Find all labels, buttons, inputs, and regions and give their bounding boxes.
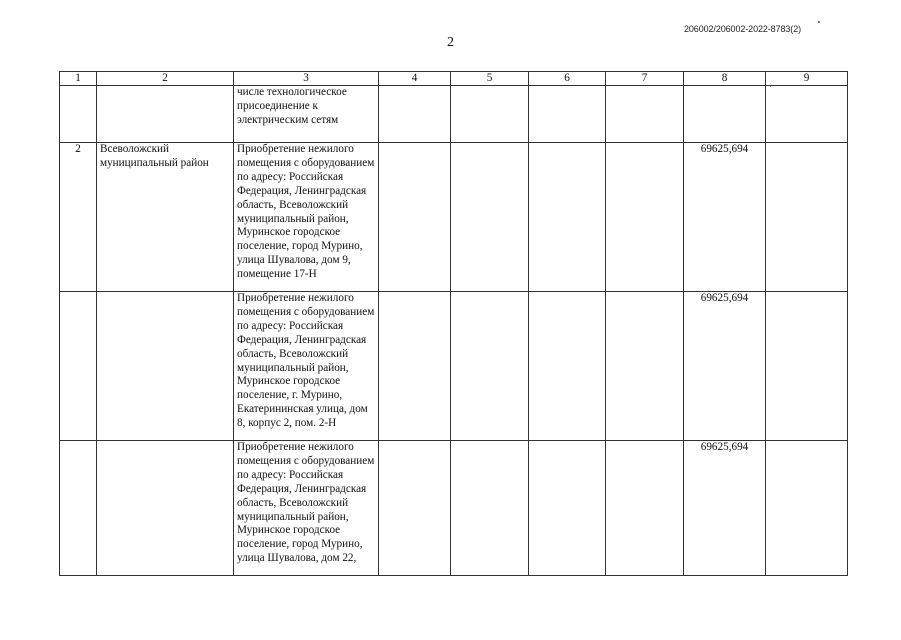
table-cell	[606, 292, 684, 441]
document-registration-number: 206002/206002-2022-8783(2)	[684, 24, 802, 34]
district-cell: Всеволожский муниципальный район	[97, 143, 234, 292]
column-header: 8	[684, 72, 766, 86]
table-cell	[451, 86, 529, 143]
table-cell	[529, 292, 606, 441]
amount-cell: 69625,694	[684, 441, 766, 576]
column-header: 5	[451, 72, 529, 86]
table-cell	[529, 441, 606, 576]
amount-cell: 69625,694	[684, 292, 766, 441]
column-header: 6	[529, 72, 606, 86]
table-cell	[606, 86, 684, 143]
table-row	[60, 143, 848, 292]
scan-speck	[770, 86, 771, 87]
table-cell	[379, 86, 451, 143]
table-cell	[451, 143, 529, 292]
column-header: 9	[766, 72, 848, 86]
document-table	[59, 71, 848, 576]
scan-speck	[818, 21, 820, 23]
description-cell: Приобретение нежилого помещения с оборудованием по адресу: Российская Федерация, Ленинградская область, Всеволожский муниципальный район, Муринское городское поселение, город Мурино, улица Шувалова, дом 9, помещение 17-Н	[234, 143, 379, 292]
table-cell	[606, 441, 684, 576]
table-cell	[766, 143, 848, 292]
column-header: 7	[606, 72, 684, 86]
table-cell	[451, 292, 529, 441]
column-header: 3	[234, 72, 379, 86]
row-number-cell: 2	[60, 143, 97, 292]
amount-cell: 69625,694	[684, 143, 766, 292]
row-number-cell	[60, 441, 97, 576]
table-cell	[379, 143, 451, 292]
table-cell	[766, 441, 848, 576]
description-cell: Приобретение нежилого помещения с оборудованием по адресу: Российская Федерация, Ленинградская область, Всеволожский муниципальный район, Муринское городское поселение, город Мурино, улица Шувалова, дом 22,	[234, 441, 379, 576]
table-cell	[529, 143, 606, 292]
table-cell	[766, 292, 848, 441]
description-cell: числе технологическое присоединение к электрическим сетям	[234, 86, 379, 143]
table-row	[60, 441, 848, 576]
column-header: 2	[97, 72, 234, 86]
column-header: 1	[60, 72, 97, 86]
table-cell	[606, 143, 684, 292]
district-cell	[97, 86, 234, 143]
table-cell	[379, 292, 451, 441]
table-cell	[529, 86, 606, 143]
table-row	[60, 292, 848, 441]
table-cell	[379, 441, 451, 576]
table-cell	[766, 86, 848, 143]
district-cell	[97, 292, 234, 441]
column-header: 4	[379, 72, 451, 86]
amount-cell	[684, 86, 766, 143]
table-row	[60, 86, 848, 143]
table-cell	[451, 441, 529, 576]
description-cell: Приобретение нежилого помещения с оборудованием по адресу: Российская Федерация, Ленинградская область, Всеволожский муниципальный район, Муринское городское поселение, г. Мурино, Екатерининская улица, дом 8, корпус 2, пом. 2-Н	[234, 292, 379, 441]
page-number: 2	[447, 35, 454, 50]
table-header-row	[60, 72, 848, 86]
district-cell	[97, 441, 234, 576]
row-number-cell	[60, 292, 97, 441]
row-number-cell	[60, 86, 97, 143]
